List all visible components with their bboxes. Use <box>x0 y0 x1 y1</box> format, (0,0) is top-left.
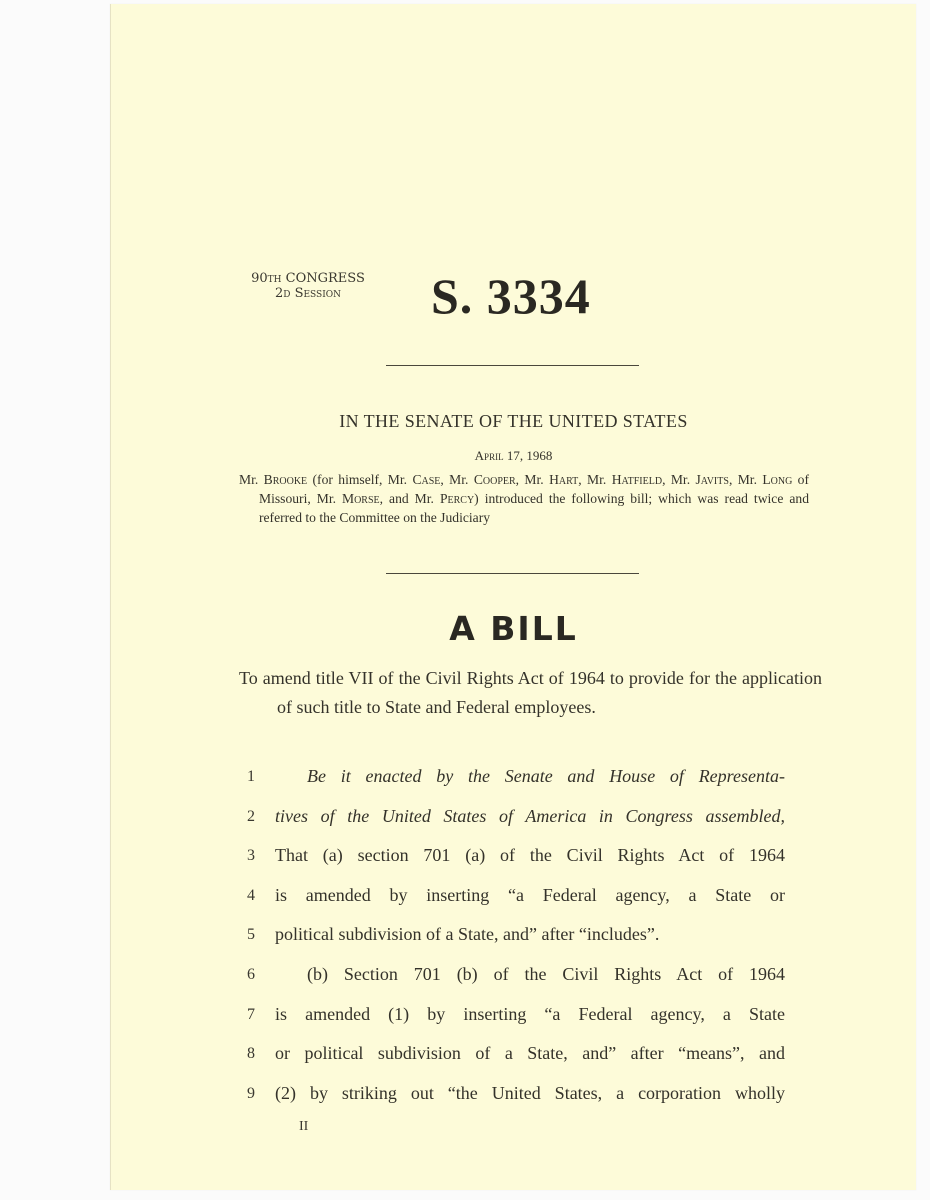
bill-heading: A BILL <box>449 609 578 648</box>
sponsor-name: Javits <box>695 472 729 487</box>
sponsor-name: Morse <box>342 491 380 506</box>
sponsor-text: ) introduced the following bill; which was read twice and referred to the Committee on the Judiciary <box>259 491 809 525</box>
sponsor-text: of Missouri, Mr. <box>259 472 810 506</box>
session-line <box>244 286 372 301</box>
line-number: 5 <box>247 926 255 943</box>
line-number: 7 <box>247 1006 255 1023</box>
congress-session-label <box>244 271 372 301</box>
sponsor-text: , Mr. <box>440 472 474 487</box>
bill-line-text: (b) Section 701 (b) of the Civil Rights Act of 1964 <box>307 964 785 984</box>
bill-title: To amend title VII of the Civil Rights Act of 1964 to provide for the application of such title to State and Federal employees. <box>239 668 822 717</box>
sponsor-text: , Mr. <box>515 472 550 487</box>
bill-line-text: tives of the United States of America in Congress assembled, <box>275 806 785 826</box>
line-number: 4 <box>247 887 255 904</box>
sponsor-name: Long <box>762 472 793 487</box>
line-number: 9 <box>247 1085 255 1102</box>
line-number: 1 <box>247 768 255 785</box>
congress-word: CONGRESS <box>285 271 365 286</box>
sponsor-text: , Mr. <box>728 472 763 487</box>
line-number: 8 <box>247 1045 255 1062</box>
sponsor-name: Hatfield <box>611 472 663 487</box>
bill-line-text: Be it enacted by the Senate and House of Representa- <box>307 766 785 786</box>
bill-number: S. 3334 <box>431 268 591 324</box>
bill-line-text: (2) by striking out “the United States, a corporation wholly <box>275 1083 785 1103</box>
congress-suffix: th <box>267 271 282 286</box>
footer-mark: II <box>299 1119 309 1134</box>
divider-rule-top <box>386 365 639 366</box>
sponsor-text: , Mr. <box>578 472 612 487</box>
bill-line-text: is amended by inserting “a Federal agency, a State or <box>275 885 785 905</box>
date-day-year: 17, 1968 <box>506 448 553 463</box>
congress-number: 90 <box>251 271 268 286</box>
date-month: April <box>474 448 504 463</box>
sponsor-text: Mr. <box>239 472 264 487</box>
sponsor-name: Cooper <box>473 472 516 487</box>
line-number: 3 <box>247 847 255 864</box>
divider-rule-bottom <box>386 573 639 574</box>
sponsors-paragraph <box>239 470 809 527</box>
bill-line-text: That (a) section 701 (a) of the Civil Rights Act of 1964 <box>275 845 785 865</box>
chamber-heading: IN THE SENATE OF THE UNITED STATES <box>339 411 688 431</box>
congress-line <box>244 271 372 286</box>
sponsor-text: , and Mr. <box>379 491 440 506</box>
sponsor-text: (for himself, Mr. <box>307 472 413 487</box>
sponsor-name: Case <box>412 472 441 487</box>
session-suffix: d <box>283 286 291 301</box>
sponsor-name: Percy <box>439 491 475 506</box>
introduction-date <box>111 448 916 464</box>
bill-line-text: political subdivision of a State, and” after “includes”. <box>275 924 660 944</box>
sponsor-name: Brooke <box>263 472 308 487</box>
sponsor-text: , Mr. <box>662 472 696 487</box>
session-number: 2 <box>274 286 284 301</box>
line-number: 2 <box>247 808 255 825</box>
session-word: Session <box>294 286 342 301</box>
sponsor-name: Hart <box>549 472 579 487</box>
document-page <box>110 4 916 1190</box>
line-number: 6 <box>247 966 255 983</box>
bill-line-text: is amended (1) by inserting “a Federal agency, a State <box>275 1004 785 1024</box>
bill-line-text: or political subdivision of a State, and” after “means”, and <box>275 1043 785 1063</box>
